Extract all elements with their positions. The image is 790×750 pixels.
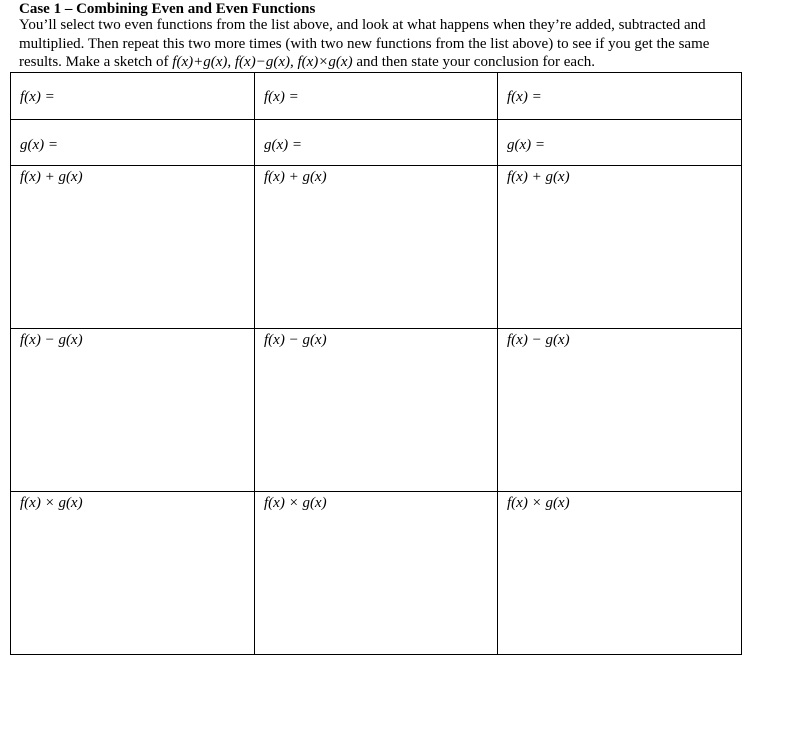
expr-diff: f(x)−g(x), [234,54,294,70]
row-diff-sketch [11,329,742,492]
cell-label: f(x) − g(x) [507,332,570,348]
cell-f-case-3[interactable] [498,73,742,120]
row-f-definition [11,73,742,120]
cell-label: f(x) = [264,89,299,105]
instructions-tail: and then state your conclusion for each. [356,54,595,70]
cell-label: f(x) − g(x) [264,332,327,348]
cell-label: f(x) × g(x) [264,495,327,511]
instructions-text: You’ll select two even functions from the list above, and look at what happens when they’re added, subtracted and multiplied. Then repeat this two more times (with two new functions from the list above) to see if you get the same results. Make a sketch of [19,17,710,70]
cell-label: f(x) × g(x) [507,495,570,511]
cell-g-case-3[interactable] [498,120,742,166]
cell-prod-case-1[interactable] [11,492,255,655]
cell-label: f(x) + g(x) [20,169,83,185]
cell-label: f(x) = [507,89,542,105]
cell-label: f(x) − g(x) [20,332,83,348]
cell-sum-case-1[interactable] [11,166,255,329]
cell-f-case-2[interactable] [255,73,498,120]
expr-prod: f(x)×g(x) [297,54,353,70]
cell-diff-case-3[interactable] [498,329,742,492]
cell-label: f(x) × g(x) [20,495,83,511]
cell-label: f(x) = [20,89,55,105]
row-prod-sketch [11,492,742,655]
cell-g-case-1[interactable] [11,120,255,166]
cell-label: g(x) = [507,137,546,153]
expr-sum: f(x)+g(x), [172,54,232,70]
cell-prod-case-2[interactable] [255,492,498,655]
cell-label: g(x) = [264,137,303,153]
cell-label: g(x) = [20,137,59,153]
row-g-definition [11,120,742,166]
cell-prod-case-3[interactable] [498,492,742,655]
cell-label: f(x) + g(x) [264,169,327,185]
cell-sum-case-2[interactable] [255,166,498,329]
cell-sum-case-3[interactable] [498,166,742,329]
row-sum-sketch [11,166,742,329]
worksheet-grid [10,72,742,655]
instructions-paragraph [19,16,754,72]
cell-label: f(x) + g(x) [507,169,570,185]
cell-diff-case-1[interactable] [11,329,255,492]
cell-g-case-2[interactable] [255,120,498,166]
section-heading: Case 1 – Combining Even and Even Functions [19,1,316,17]
cell-f-case-1[interactable] [11,73,255,120]
cell-diff-case-2[interactable] [255,329,498,492]
